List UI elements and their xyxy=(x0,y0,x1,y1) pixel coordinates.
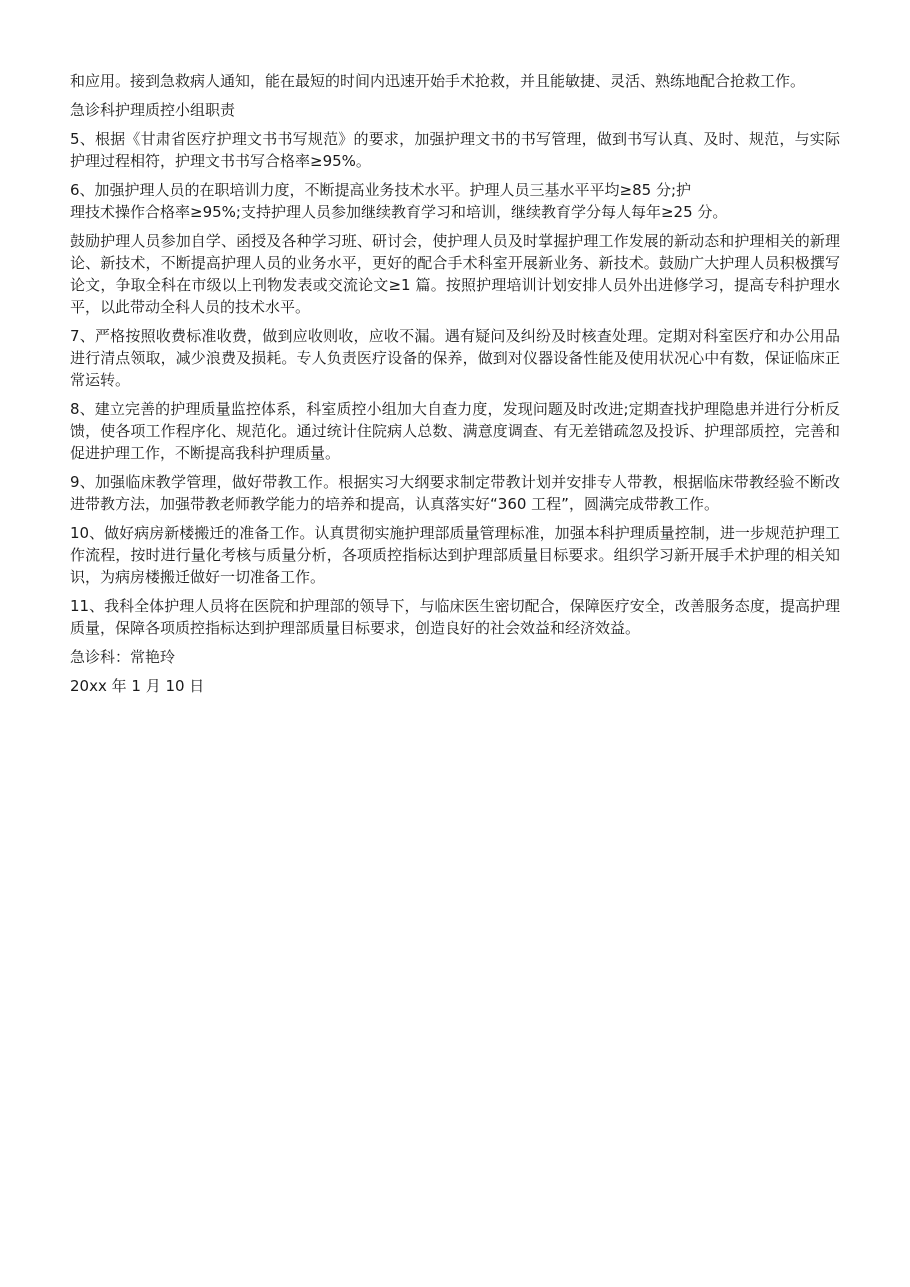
paragraph-encourage-training: 鼓励护理人员参加自学、函授及各种学习班、研讨会，使护理人员及时掌握护理工作发展的新动态和护理相关的新理论、新技术，不断提高护理人员的业务水平，更好的配合手术科室开展新业务、新技术。鼓励广大护理人员积极撰写论文，争取全科在市级以上刊物发表或交流论文≥1 篇。按照护理培训计划安排人员外出进修学习，提高专科护理水平，以此带动全科人员的技术水平。 xyxy=(70,232,840,316)
paragraph-intro: 和应用。接到急救病人通知，能在最短的时间内迅速开始手术抢救，并且能敏捷、灵活、熟练地配合抢救工作。 xyxy=(70,72,806,90)
paragraph-item-7: 7、严格按照收费标准收费，做到应收则收，应收不漏。遇有疑问及纠纷及时核查处理。定期对科室医疗和办公用品进行清点领取，减少浪费及损耗。专人负责医疗设备的保养，做到对仪器设备性能及使用状况心中有数，保证临床正常运转。 xyxy=(70,327,840,389)
paragraph-item-8: 8、建立完善的护理质量监控体系，科室质控小组加大自查力度，发现问题及时改进;定期查找护理隐患并进行分析反馈，使各项工作程序化、规范化。通过统计住院病人总数、满意度调查、有无差错疏忽及投诉、护理部质控，完善和促进护理工作，不断提高我科护理质量。 xyxy=(70,400,840,462)
paragraph-item-6 xyxy=(70,179,840,223)
paragraph-item-10: 10、做好病房新楼搬迁的准备工作。认真贯彻实施护理部质量管理标准，加强本科护理质量控制，进一步规范护理工作流程，按时进行量化考核与质量分析，各项质控指标达到护理部质量目标要求。组织学习新开展手术护理的相关知识，为病房楼搬迁做好一切准备工作。 xyxy=(70,524,840,586)
date-line: 20xx 年 1 月 10 日 xyxy=(70,677,205,695)
paragraph-item-9: 9、加强临床教学管理，做好带教工作。根据实习大纲要求制定带教计划并安排专人带教，根据临床带教经验不断改进带教方法，加强带教老师教学能力的培养和提高，认真落实好“360 工程”，圆满完成带教工作。 xyxy=(70,473,840,513)
paragraph-item-5: 5、根据《甘肃省医疗护理文书书写规范》的要求，加强护理文书的书写管理，做到书写认真、及时、规范，与实际护理过程相符，护理文书书写合格率≥95%。 xyxy=(70,130,840,170)
section-heading: 急诊科护理质控小组职责 xyxy=(70,101,236,119)
signature-line: 急诊科：常艳玲 xyxy=(70,648,176,666)
paragraph-item-11: 11、我科全体护理人员将在医院和护理部的领导下，与临床医生密切配合，保障医疗安全，改善服务态度，提高护理质量，保障各项质控指标达到护理部质量目标要求，创造良好的社会效益和经济效益。 xyxy=(70,597,840,637)
item-6-line-1: 6、加强护理人员的在职培训力度，不断提高业务技术水平。护理人员三基水平平均≥85 分;护 xyxy=(70,181,692,199)
item-6-line-2: 理技术操作合格率≥95%;支持护理人员参加继续教育学习和培训，继续教育学分每人每年≥25 分。 xyxy=(70,203,728,221)
